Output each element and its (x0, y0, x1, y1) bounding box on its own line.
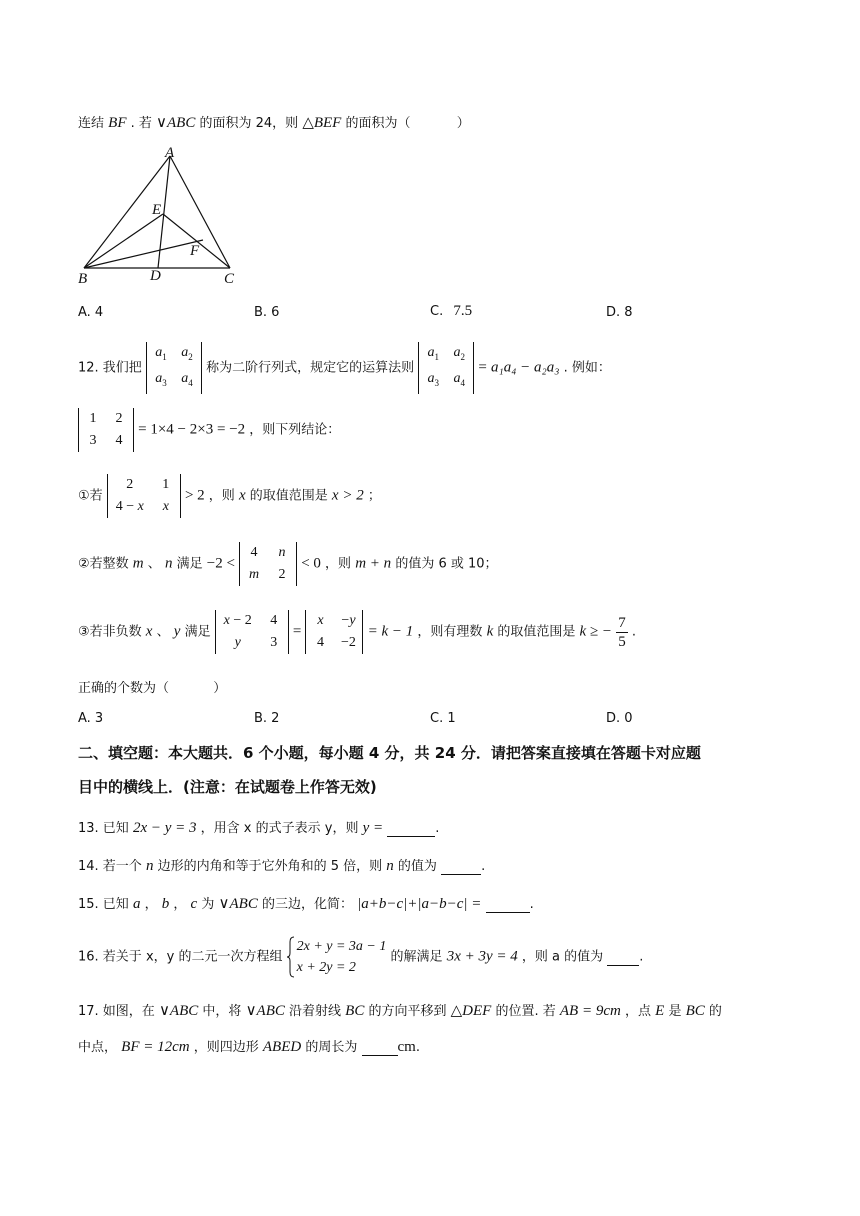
label-a: A (165, 145, 175, 161)
determinant-general: $a_1$ $a_2$ $a_3$ $a_4$ (146, 342, 202, 394)
brace-icon (287, 936, 295, 978)
equation-system: 2x + y = 3a − 1 x + 2y = 2 (287, 936, 387, 978)
q17-line2: 中点， BF = 12cm ，则四边形 ABED 的周长为 cm. (78, 1039, 420, 1055)
determinant-rule: $a_1$ $a_2$ $a_3$ $a_4$ (418, 342, 474, 394)
triangle-figure (74, 144, 246, 290)
q12-option-b: B. 2 (254, 711, 280, 726)
q11-option-c: C. 7.5 (430, 303, 473, 319)
determinant-s2: 4 n m 2 (239, 542, 297, 586)
determinant-s3-right: x −y 4 −2 (305, 610, 363, 654)
determinant-s3-left: x − 2 4 y 3 (215, 610, 289, 654)
answer-blank[interactable] (486, 897, 530, 913)
q17-line1: 17. 如图，在 ∨ABC 中，将 ∨ABC 沿着射线 BC 的方向平移到 △DEF 的位置. 若 AB = 9cm ，点 E 是 BC 的 (78, 1003, 722, 1019)
label-c: C (224, 271, 235, 287)
q12-option-d: D. 0 (606, 711, 633, 726)
determinant-example: 1 2 3 4 (78, 408, 134, 452)
answer-blank[interactable] (441, 859, 481, 875)
section-heading-line2: 目中的横线上．(注意：在试题卷上作答无效) (78, 778, 377, 796)
label-d: D (150, 268, 161, 284)
answer-blank[interactable] (362, 1040, 398, 1056)
label-f: F (190, 243, 200, 259)
q12-statement-1: ①若 2 1 4 − x x > 2 ，则 x 的取值范围是 x > 2 ； (78, 474, 381, 518)
q13: 13. 已知 2x − y = 3 ，用含 x 的式子表示 y，则 y = . (78, 820, 440, 836)
q12-question: 正确的个数为（ ） (78, 681, 227, 696)
q11-option-a: A. 4 (78, 305, 104, 320)
q15: 15. 已知 a ， b ， c 为 ∨ABC 的三边，化简： |a+b−c|+|a−b−c| = . (78, 896, 534, 912)
q11-option-d: D. 8 (606, 305, 633, 320)
q11-option-b: B. 6 (254, 305, 280, 320)
q16: 16. 若关于 x，y 的二元一次方程组 2x + y = 3a − 1 x + 2y = 2 的解满足 3x + 3y = 4 ，则 a 的值为 . (78, 936, 643, 978)
fraction-7-5: $\frac{7}{5}$ (618, 614, 626, 650)
seg-bf: BF (108, 115, 127, 131)
q12-statement-3: ③若非负数 x 、 y 满足 x − 2 4 y 3 = x −y 4 −2 = k − 1 ，则有理数 k 的取值范围是 k ≥ − $\frac{7}{5}$ . (78, 610, 636, 654)
answer-blank[interactable] (387, 821, 435, 837)
label-e: E (152, 202, 162, 218)
q12-example: 1 2 3 4 = 1×4 − 2×3 = −2 ，则下列结论： (78, 408, 340, 452)
q12-option-c: C. 1 (430, 711, 456, 726)
triangle-abc: ∨ABC (156, 115, 196, 131)
label-b: B (78, 271, 88, 287)
section-heading-line1: 二、填空题：本大题共．6 个小题，每小题 4 分，共 24 分．请把答案直接填在答题卡对应题 (78, 744, 701, 762)
q14: 14. 若一个 n 边形的内角和等于它外角和的 5 倍，则 n 的值为 . (78, 858, 486, 874)
q11-stem: 连结 BF . 若 ∨ABC 的面积为 24，则 △BEF 的面积为（ ） (78, 115, 470, 131)
q12-option-a: A. 3 (78, 711, 104, 726)
q12-stem: 12. 我们把 $a_1$ $a_2$ $a_3$ $a_4$ 称为二阶行列式，规定它的运算法则 $a_1$ $a_2$ $a_3$ $a_4$ = a₁a₄ − a₂a₃ . 例如： (78, 342, 611, 394)
triangle-bef: △BEF (302, 115, 342, 131)
determinant-s1: 2 1 4 − x x (107, 474, 181, 518)
answer-blank[interactable] (607, 950, 639, 966)
q12-statement-2: ②若整数 m 、 n 满足 −2 < 4 n m 2 < 0 ，则 m + n 的值为 6 或 10； (78, 542, 498, 586)
